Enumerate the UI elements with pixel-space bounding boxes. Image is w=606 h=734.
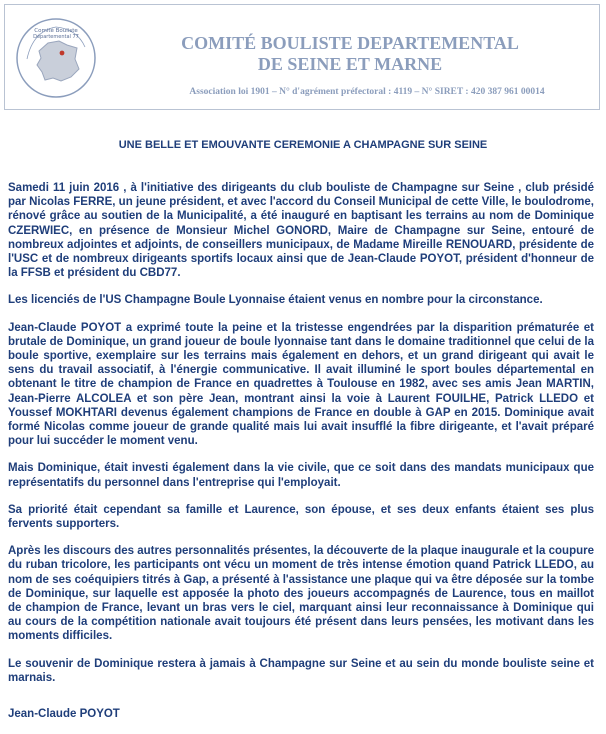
committee-title-line1: COMITÉ BOULISTE DEPARTEMENTAL: [181, 33, 519, 53]
svg-text:Départemental 77: Départemental 77: [33, 34, 79, 40]
paragraph-7: Le souvenir de Dominique restera à jamais à Champagne sur Seine et au sein du monde bouliste seine et marnais.: [8, 657, 594, 684]
committee-registration: Association loi 1901 – N° d'agrément préfectoral : 4119 – N° SIRET : 420 387 961 00014: [189, 87, 545, 97]
paragraph-3: Jean-Claude POYOT a exprimé toute la peine et la tristesse engendrées par la disparition prématurée et brutale de Dominique, un grand joueur de boule lyonnaise tant dans le domaine traditionnel que celui de la boule sportive, exemplaire sur les terrains mais également en dehors, et un grand dirigeant qui avait le sens du travail associatif, à l'énergie communicative. Il avait illuminé le sport boules départemental en obtenant le titre de champion de France en quadrettes à Toulouse en 1982, avec ses amis Jean MARTIN, Jean-Pierre ALCOLEA et son père Jean, montrant ainsi la voie à Laurent FOUILHE, Patrick LLEDO et Youssef MOKHTARI devenus également champions de France en double à GAP en 2015. Dominique avait formé Nicolas comme joueur de grande qualité mais lui avait insufflé la fibre dirigeante, et l'avait préparé pour lui succéder le moment venu.: [8, 321, 594, 448]
article-title: UNE BELLE ET EMOUVANTE CEREMONIE A CHAMPAGNE SUR SEINE: [118, 139, 488, 151]
paragraph-6: Après les discours des autres personnalités présentes, la découverte de la plaque inaugurale et la coupure du ruban tricolore, les participants ont vécu un moment de très intense émotion quand Patrick LLEDO, au nom de ses coéquipiers titrés à Gap, a présenté à l'assistance une plaque qui va être déposée sur la tombe de Dominique, sur laquelle est apposée la photo des joueurs accompagnés de Laurence, tous en maillot de champion de France, levant un bras vers le ciel, marquant ainsi leur reconnaissance à Dominique qui au cours de la compétition nationale avait toujours été présent dans leurs pensées, les motivant dans les moments difficiles.: [8, 545, 594, 643]
signature: Jean-Claude POYOT: [8, 708, 120, 721]
committee-title: [101, 33, 599, 75]
paragraph-1: Samedi 11 juin 2016 , à l'initiative des dirigeants du club bouliste de Champagne sur Seine , club présidé par Nicolas FERRE, un jeune président, et avec l'accord du Conseil Municipal de cette Ville, le boulodrome, rénové grâce au soutien de la Municipalité, a été inauguré en baptisant les terrains au nom de Dominique CZERWIEC, en présence de Monsieur Michel GONORD, Maire de Champagne sur Seine, entouré de nombreux adjointes et adjoints, de conseillers municipaux, de Madame Mireille RENOUARD, présidente de l'USC et de nombreux dirigeants sportifs locaux ainsi que de Jean-Claude POYOT, président d'honneur de la FFSB et président du CBD77.: [8, 182, 594, 280]
letterhead: [4, 4, 600, 110]
article-body: [8, 181, 594, 734]
committee-logo: [15, 17, 97, 99]
paragraph-4: Mais Dominique, était investi également dans la vie civile, que ce soit dans des mandats municipaux que représentatifs du personnel dans l'entreprise qui l'employait.: [8, 462, 594, 489]
svg-text:Comité Bouliste: Comité Bouliste: [34, 28, 78, 34]
committee-title-line2: DE SEINE ET MARNE: [257, 54, 443, 74]
paragraph-5: Sa priorité était cependant sa famille et Laurence, son épouse, et ses deux enfants étaient ses plus fervents supporters.: [8, 503, 594, 531]
france-map-icon: [37, 41, 79, 81]
paragraph-2: Les licenciés de l'US Champagne Boule Lyonnaise étaient venus en nombre pour la circonstance.: [8, 294, 543, 307]
